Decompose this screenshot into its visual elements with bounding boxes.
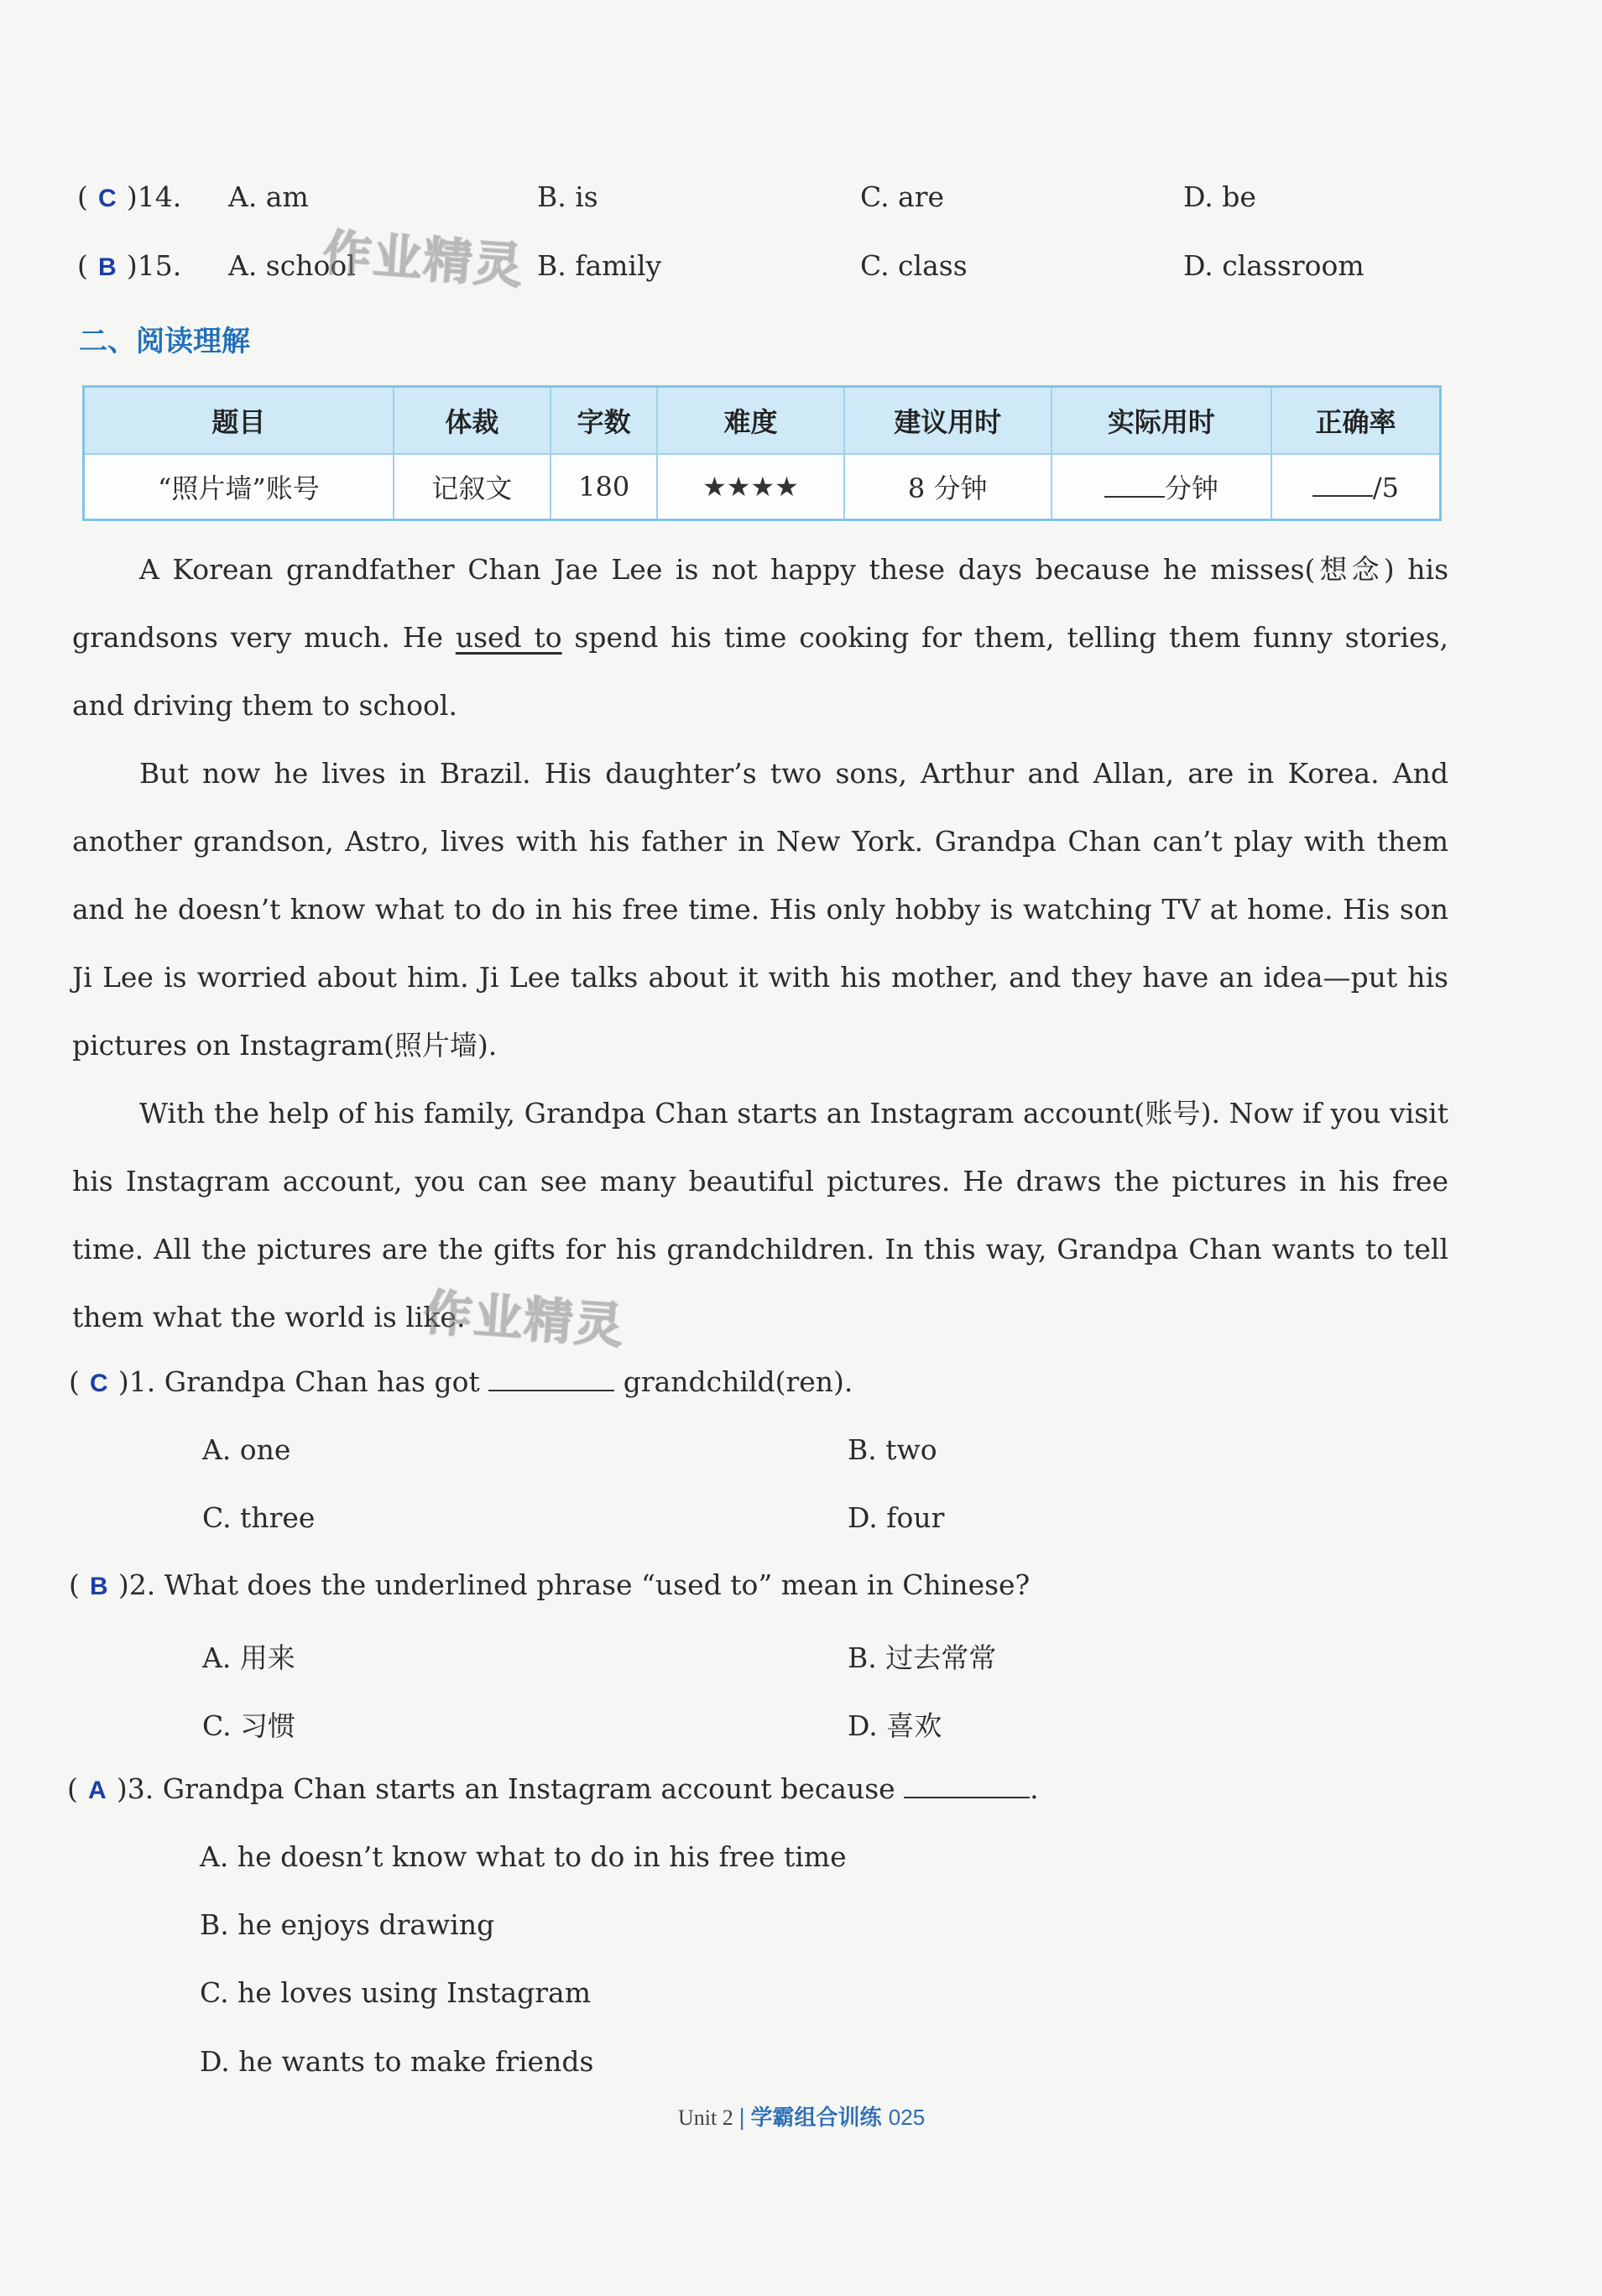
- question-1: ( C )1. Grandpa Chan has got grandchild(ren).: [69, 1365, 853, 1398]
- actual-time-cell: 分钟: [1051, 454, 1271, 520]
- table-header-cell: 体裁: [394, 387, 551, 455]
- table-header-cell: 难度: [657, 387, 843, 455]
- option: D. 喜欢: [848, 1709, 942, 1742]
- accuracy-cell: /5: [1271, 454, 1441, 520]
- page-number: 025: [888, 2105, 926, 2130]
- option: B. he enjoys drawing: [200, 1908, 495, 1941]
- table-header-cell: 实际用时: [1051, 387, 1271, 455]
- watermark: 作业精灵: [421, 1283, 627, 1355]
- option: A. he doesn’t know what to do in his free time: [200, 1840, 847, 1873]
- option: D. be: [1183, 180, 1256, 213]
- passage-paragraph-2: But now he lives in Brazil. His daughter’s two sons, Arthur and Allan, are in Korea. And another grandson, Astro, lives with his father in New York. Grandpa Chan can’t play with them and he doesn’t know what to do in his free time. His only hobby is watching TV at home. His son Ji Lee is worried about him. Ji Lee talks about it with his mother, and they have an idea—put his pictures on Instagram(照片墙).: [72, 757, 1448, 1062]
- option: B. family: [537, 249, 662, 282]
- answer-mark: A: [88, 1777, 107, 1804]
- option: A. am: [228, 180, 309, 213]
- option: A. one: [202, 1433, 291, 1466]
- table-header-cell: 正确率: [1271, 387, 1441, 455]
- question-14: ( C )14.: [77, 180, 182, 213]
- question-15: ( B )15.: [77, 249, 182, 282]
- footer-unit: Unit 2: [678, 2106, 733, 2130]
- table-header-cell: 建议用时: [844, 387, 1051, 455]
- option: D. classroom: [1183, 249, 1365, 282]
- answer-blank: [904, 1772, 1030, 1798]
- table-cell: 180: [551, 454, 657, 520]
- option: A. school: [228, 249, 356, 282]
- page-footer: [678, 2100, 925, 2132]
- blank-line: [1104, 471, 1165, 498]
- footer-title: 学霸组合训练: [750, 2106, 882, 2131]
- question-3: ( A )3. Grandpa Chan starts an Instagram account because .: [67, 1772, 1039, 1805]
- option: C. three: [202, 1501, 316, 1534]
- table-header-row: [84, 387, 1441, 455]
- watermark: 作业精灵: [321, 223, 526, 295]
- option: D. he wants to make friends: [200, 2045, 594, 2078]
- underlined-phrase: used to: [455, 621, 562, 654]
- passage-paragraph-3: With the help of his family, Grandpa Chan starts an Instagram account(账号). Now if you visit his Instagram account, you can see many beautiful pictures. He draws the pictures in his free time. All the pictures are the gifts for his grandchildren. In this way, Grandpa Chan wants to tell them what the world is like.: [72, 1097, 1448, 1333]
- table-row: [84, 454, 1441, 520]
- option: D. four: [848, 1501, 945, 1534]
- table-header-cell: 题目: [84, 387, 394, 455]
- section-title: 二、阅读理解: [79, 325, 250, 358]
- table-cell: 8 分钟: [844, 454, 1051, 520]
- table-cell: 记叙文: [394, 454, 551, 520]
- option: B. is: [537, 180, 598, 213]
- answer-mark: C: [98, 185, 117, 212]
- question-2: ( B )2. What does the underlined phrase “used to” mean in Chinese?: [69, 1568, 1031, 1601]
- option: B. two: [848, 1433, 937, 1466]
- option: A. 用来: [202, 1641, 295, 1674]
- option: C. are: [860, 180, 945, 213]
- answer-blank: [488, 1365, 614, 1391]
- info-table: [82, 385, 1442, 521]
- answer-mark: B: [90, 1573, 108, 1600]
- option: C. 习惯: [202, 1709, 296, 1742]
- difficulty-stars: ★★★★: [657, 454, 843, 520]
- passage-paragraph-1: A Korean grandfather Chan Jae Lee is not happy these days because he misses(想念) his grandsons very much. He used to spend his time cooking for them, telling them funny stories, and driving them to school.: [72, 553, 1448, 722]
- blank-line: [1312, 470, 1373, 497]
- table-header-cell: 字数: [551, 387, 657, 455]
- footer-divider: |: [738, 2106, 746, 2131]
- option: B. 过去常常: [848, 1641, 997, 1674]
- answer-mark: C: [90, 1370, 108, 1397]
- answer-mark: B: [98, 253, 117, 281]
- option: C. class: [860, 249, 968, 282]
- option: C. he loves using Instagram: [200, 1976, 591, 2009]
- table-cell: “照片墙”账号: [84, 454, 394, 520]
